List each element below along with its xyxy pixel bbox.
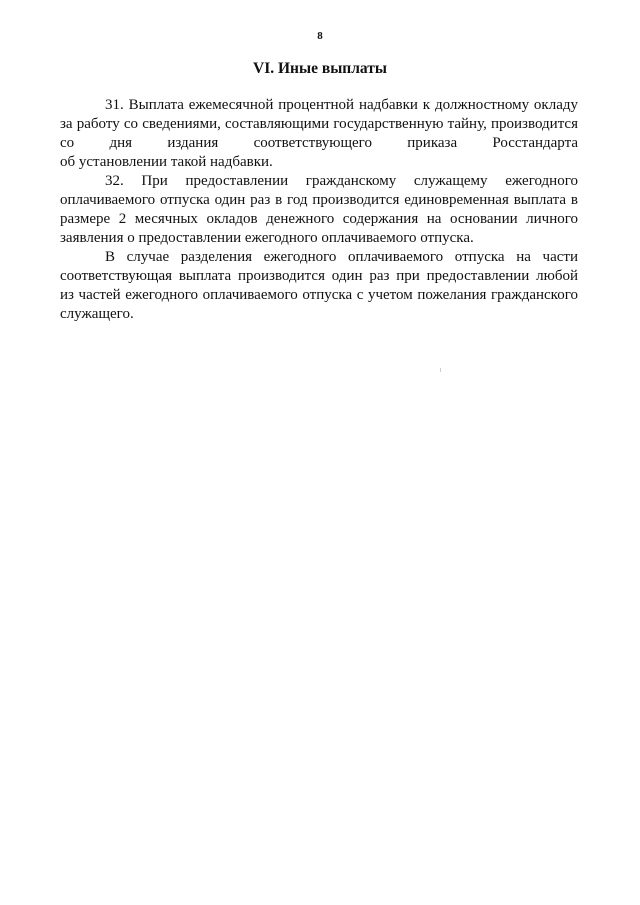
- paragraph-line: 31. Выплата ежемесячной процентной надбавки к должностному окладу: [105, 97, 578, 113]
- paragraph-line: за работу со сведениями, составляющими государственную тайну, производится: [60, 116, 578, 132]
- paragraph-line: со дня издания соответствующего приказа Росстандарта: [60, 135, 578, 151]
- paragraph-32: [60, 172, 578, 248]
- paragraph-32-continued: [60, 248, 578, 324]
- paragraph-line: размере 2 месячных окладов денежного содержания на основании личного: [60, 211, 578, 227]
- section-heading: VI. Иные выплаты: [253, 60, 387, 77]
- paragraph-line: служащего.: [60, 306, 134, 322]
- paragraph-line: В случае разделения ежегодного оплачиваемого отпуска на части: [105, 249, 578, 265]
- paragraph-line: соответствующая выплата производится один раз при предоставлении любой: [60, 268, 578, 284]
- paragraph-31: [60, 96, 578, 172]
- paragraph-line: из частей ежегодного оплачиваемого отпуска с учетом пожелания гражданского: [60, 287, 578, 303]
- paragraph-line: оплачиваемого отпуска один раз в год производится единовременная выплата в: [60, 192, 578, 208]
- paragraph-line: об установлении такой надбавки.: [60, 154, 273, 170]
- page-number: 8: [317, 30, 323, 42]
- paragraph-line: заявления о предоставлении ежегодного оплачиваемого отпуска.: [60, 230, 474, 246]
- document-body: [60, 96, 578, 324]
- scan-speck: [440, 368, 441, 372]
- paragraph-line: 32. При предоставлении гражданскому служащему ежегодного: [105, 173, 578, 189]
